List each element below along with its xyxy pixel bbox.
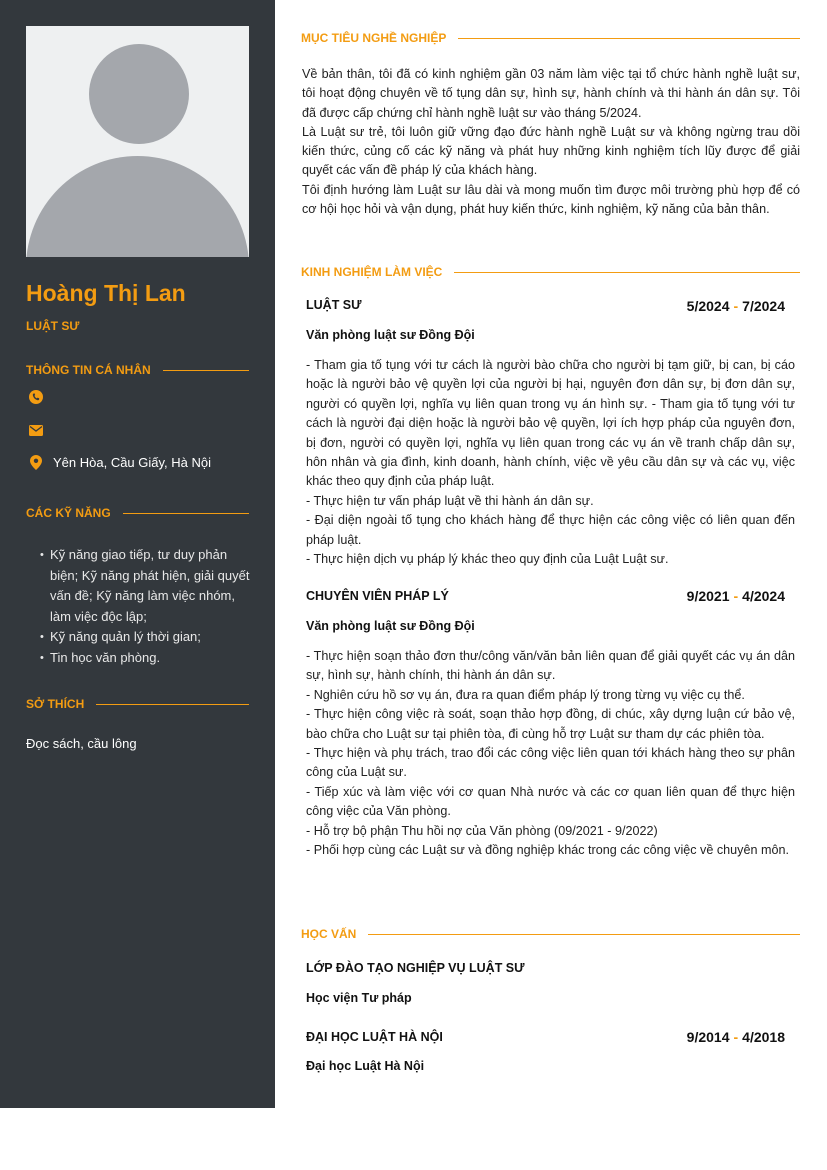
job-start-date: 9/2021 xyxy=(686,588,730,604)
education-heading-label: HỌC VẤN xyxy=(301,927,357,941)
job-dates: 5/2024 - 7/2024 xyxy=(686,298,785,314)
avatar xyxy=(26,26,249,257)
contact-email xyxy=(28,421,53,439)
education-start-date: 9/2014 xyxy=(686,1029,730,1045)
job-end-date: 7/2024 xyxy=(742,298,785,314)
job-duty-line: - Tham gia tố tụng với tư cách là người bào chữa cho người bị tạm giữ, bị can, bị cáo hoặc là người bảo vệ quyền lợi của người bị hại, nguyên đơn dân sự, bị đơn dân sự, người có quyền lợi, nghĩa vụ liên quan trong vụ án hình sự. - Tham gia tố tụng với tư cách là người đại diện hoặc là người bảo vệ quyền, lợi ích hợp pháp của nguyên đơn, bị đơn, người có quyền lợi, nghĩa vụ liên quan trong các vụ án về tranh chấp dân sự, hôn nhân và gia đình, kinh doanh, hành chính, việc về yêu cầu dân sự và các vụ, việc khác theo quy định của pháp luật. xyxy=(306,358,795,489)
contact-phone xyxy=(28,388,53,406)
heading-divider xyxy=(96,704,249,705)
job-dates: 9/2021 - 4/2024 xyxy=(686,588,785,604)
phone-icon xyxy=(28,389,44,405)
candidate-name: Hoàng Thị Lan xyxy=(26,280,186,306)
job-duty-line: - Thực hiện và phụ trách, trao đổi các công việc liên quan tới khách hàng theo sự phân công của Luật sư. xyxy=(306,746,795,780)
hobbies-text: Đọc sách, cầu lông xyxy=(26,736,137,751)
objective-heading xyxy=(301,30,800,46)
job-duty-line: - Phối hợp cùng các Luật sư và đồng nghiệp khác trong các công việc về chuyên môn. xyxy=(306,843,789,858)
job-duty-line: - Thực hiện tư vấn pháp luật về thi hành án dân sự. xyxy=(306,493,594,508)
job-duty-line: - Tiếp xúc và làm việc với cơ quan Nhà nước và các cơ quan liên quan để thực hiện công việc của Văn phòng. xyxy=(306,784,795,819)
education-school: Đại học Luật Hà Nội xyxy=(306,1059,425,1073)
education-dates: 9/2014 - 4/2018 xyxy=(686,1029,785,1045)
heading-divider xyxy=(454,272,800,273)
heading-divider xyxy=(163,370,249,371)
objective-text xyxy=(302,65,800,219)
personal-info-heading xyxy=(26,362,249,378)
envelope-icon xyxy=(28,422,44,438)
heading-divider xyxy=(458,38,800,39)
contact-address xyxy=(28,453,211,471)
education-school: Học viện Tư pháp xyxy=(306,991,412,1005)
heading-divider xyxy=(123,513,249,514)
job-duty-line: - Đại diện ngoài tố tụng cho khách hàng để thực hiện các công việc có liên quan đến pháp luật. xyxy=(306,513,795,547)
job-duty-line: - Nghiên cứu hồ sơ vụ án, đưa ra quan điểm pháp lý trong từng vụ việc cụ thể. xyxy=(306,687,745,702)
job-end-date: 4/2024 xyxy=(742,588,785,604)
experience-heading-label: KINH NGHIỆM LÀM VIỆC xyxy=(301,265,443,279)
job-duty-line: - Thực hiện dịch vụ pháp lý khác theo quy định của Luật Luật sư. xyxy=(306,552,669,567)
objective-paragraph: Là Luật sư trẻ, tôi luôn giữ vững đạo đức hành nghề Luật sư và không ngừng trau dồi kiến thức, củng cố các kỹ năng và phát huy những kinh nghiệm tích lũy được để giải quyết các vấn đề pháp lý của khách hàng. xyxy=(302,124,800,178)
address-value: Yên Hòa, Cầu Giấy, Hà Nội xyxy=(53,454,211,470)
skill-item: • Tin học văn phòng. xyxy=(40,648,250,669)
job-position: LUẬT SƯ xyxy=(306,298,362,312)
job-organization: Văn phòng luật sư Đồng Đội xyxy=(306,619,475,633)
hobbies-heading xyxy=(26,696,249,712)
job-description xyxy=(306,647,795,860)
experience-heading xyxy=(301,264,800,280)
skill-item: • Kỹ năng giao tiếp, tư duy phản biện; Kỹ năng phát hiện, giải quyết vấn đề; Kỹ năng làm việc nhóm, làm việc độc lập; xyxy=(40,545,250,627)
job-duty-line: - Thực hiện soạn thảo đơn thư/công văn/văn bản liên quan để giải quyết các vụ án dân sự, hình sự, hành chính, thi hành án dân sự. xyxy=(306,649,795,683)
location-pin-icon xyxy=(28,454,44,470)
education-end-date: 4/2018 xyxy=(742,1029,785,1045)
objective-paragraph: Về bản thân, tôi đã có kinh nghiệm gần 03 năm làm việc tại tổ chức hành nghề luật sư, tôi hoạt động chuyên về tố tụng dân sự, hình sự, hành chính và thi hành án dân sự. Tôi đã được cấp chứng chỉ hành nghề luật sư vào tháng 5/2024. xyxy=(302,67,800,120)
skills-heading xyxy=(26,505,249,521)
personal-info-heading-label: THÔNG TIN CÁ NHÂN xyxy=(26,363,151,377)
avatar-body-shape xyxy=(26,156,249,257)
job-start-date: 5/2024 xyxy=(686,298,730,314)
job-organization: Văn phòng luật sư Đồng Đội xyxy=(306,328,475,342)
job-position: CHUYÊN VIÊN PHÁP LÝ xyxy=(306,589,449,603)
education-program: ĐẠI HỌC LUẬT HÀ NỘI xyxy=(306,1030,443,1044)
education-program: LỚP ĐÀO TẠO NGHIỆP VỤ LUẬT SƯ xyxy=(306,961,525,975)
job-description xyxy=(306,356,795,569)
objective-heading-label: MỤC TIÊU NGHỀ NGHIỆP xyxy=(301,31,447,45)
hobbies-heading-label: SỞ THÍCH xyxy=(26,697,85,711)
skills-heading-label: CÁC KỸ NĂNG xyxy=(26,506,111,520)
heading-divider xyxy=(368,934,800,935)
objective-paragraph: Tôi định hướng làm Luật sư lâu dài và mong muốn tìm được môi trường phù hợp để có cơ hội học hỏi và vận dụng, phát huy kiến thức, kinh nghiệm, kỹ năng của bản thân. xyxy=(302,182,800,217)
job-duty-line: - Thực hiện công việc rà soát, soạn thảo hợp đồng, di chúc, xây dựng luận cứ bảo vệ, bào chữa cho Luật sư tại phiên tòa, đi cùng hỗ trợ Luật sư tham dự các phiên tòa. xyxy=(306,707,795,741)
candidate-title: LUẬT SƯ xyxy=(26,319,80,333)
skills-list xyxy=(40,545,250,668)
sidebar xyxy=(0,0,275,1108)
job-duty-line: - Hỗ trợ bộ phận Thu hồi nợ của Văn phòng (09/2021 - 9/2022) xyxy=(306,823,658,838)
skill-item: • Kỹ năng quản lý thời gian; xyxy=(40,627,250,648)
education-heading xyxy=(301,926,800,942)
avatar-head-shape xyxy=(89,44,189,144)
